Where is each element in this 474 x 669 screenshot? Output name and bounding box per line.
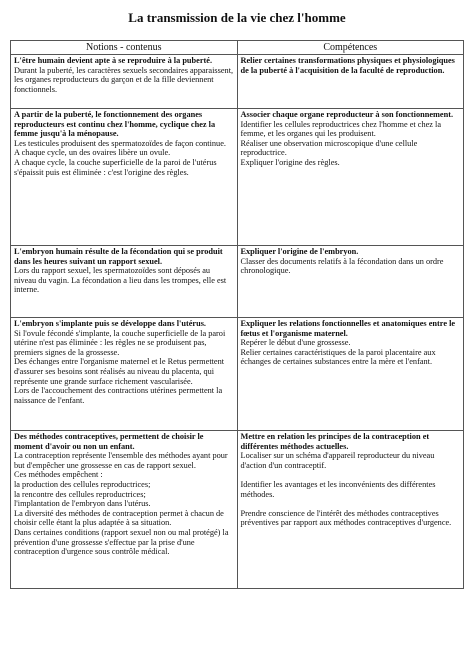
notion-text: A chaque cycle, un des ovaires libère un ovule. xyxy=(14,148,171,158)
competence-heading: Associer chaque organe reproducteur à son fonctionnement. xyxy=(240,110,454,119)
notion-cell xyxy=(11,55,238,109)
competence-text: Expliquer l'origine des règles. xyxy=(240,157,340,167)
competence-heading: Mettre en relation les principes de la contraception et différentes méthodes actuelles. xyxy=(240,432,430,451)
competence-text: Localiser sur un schéma d'appareil reproducteur du niveau d'action d'un contraceptif. xyxy=(240,451,435,470)
notion-text: Lors du rapport sexuel, les spermatozoïdes sont déposés au niveau du vagin. La fécondation a lieu dans les trompes, elle est interne. xyxy=(14,266,227,295)
notion-cell xyxy=(11,109,238,246)
header-competences: Compétences xyxy=(237,41,464,55)
competence-cell xyxy=(237,55,464,109)
competence-text: Prendre conscience de l'intérêt des méthodes contraceptives préventives par rapport aux méthodes contraceptives d'urgence. xyxy=(240,508,452,528)
notion-text: Des échanges entre l'organisme maternel et le Retus permettent d'assurer ses besoins sont réalisés au niveau du placenta, qui représente une grande surface richement vascularisée. xyxy=(14,357,225,386)
competence-text: Classer des documents relatifs à la fécondation dans un ordre chronologique. xyxy=(240,256,444,276)
notion-cell xyxy=(11,246,238,318)
table-row xyxy=(11,109,464,246)
competence-text: Identifier les avantages et les inconvénients des différentes méthodes. xyxy=(240,479,436,499)
notion-text: Les testicules produisent des spermatozoïdes de façon continue. xyxy=(14,138,226,148)
notion-text: l'implantation de l'embryon dans l'utérus. xyxy=(14,499,151,509)
notion-text: Ces méthodes empêchent : xyxy=(14,470,103,480)
table-row xyxy=(11,431,464,589)
competence-heading: Relier certaines transformations physiques et physiologiques de la puberté à l'acquisition de la faculté de reproduction. xyxy=(240,56,455,75)
notion-text: La diversité des méthodes de contraception permet à chacun de choisir celle étant la plus adaptée à sa situation. xyxy=(14,508,224,528)
competence-text: Repérer le début d'une grossesse. xyxy=(240,338,351,348)
notion-text: Durant la puberté, les caractères sexuels secondaires apparaissent, les organes reproducteurs du garçon et de la fille deviennent fonctionnels. xyxy=(14,65,234,94)
table-header-row xyxy=(11,41,464,55)
header-notions: Notions - contenus xyxy=(11,41,238,55)
notion-text: La contraception représente l'ensemble des méthodes ayant pour but d'empêcher une grossesse en cas de rapport sexuel. xyxy=(14,451,228,470)
notion-cell xyxy=(11,431,238,589)
notion-cell xyxy=(11,318,238,431)
notion-text: la production des cellules reproductrices; xyxy=(14,479,151,489)
competence-cell xyxy=(237,318,464,431)
competence-cell xyxy=(237,431,464,589)
notion-text: Lors de l'accouchement des contractions utérines permettent la naissance de l'enfant. xyxy=(14,386,223,405)
competence-cell xyxy=(237,246,464,318)
spacer xyxy=(241,470,461,480)
competence-text: Identifier les cellules reproductrices chez l'homme et chez la femme, et les organes qui les produisent. xyxy=(240,119,442,139)
curriculum-table xyxy=(10,40,464,589)
competence-heading: Expliquer les relations fonctionnelles et anatomiques entre le fœtus et l'organisme maternel. xyxy=(240,319,456,338)
table-row xyxy=(11,246,464,318)
competence-cell xyxy=(237,109,464,246)
competence-heading: Expliquer l'origine de l'embryon. xyxy=(240,247,359,256)
table-row xyxy=(11,318,464,431)
competence-text: Réaliser une observation microscopique d'une cellule reproductrice. xyxy=(240,138,418,158)
page-title: La transmission de la vie chez l'homme xyxy=(128,10,346,25)
spacer xyxy=(241,499,461,509)
notion-text: Si l'ovule fécondé s'implante, la couche superficielle de la paroi utérine n'est pas éliminée : les règles ne se produisent pas, premiers signes de la grossesse. xyxy=(14,328,226,357)
notion-heading: A partir de la puberté, le fonctionnement des organes reproducteurs est continu chez l'homme, cyclique chez la femme jusqu'à la ménopause. xyxy=(14,110,216,139)
notion-heading: L'embryon s'implante puis se développe dans l'utérus. xyxy=(14,319,207,328)
notion-text: la rencontre des cellules reproductrices; xyxy=(14,489,146,499)
notion-text: Dans certaines conditions (rapport sexuel non ou mal protégé) la prévention d'une grossesse s'effectue par la prise d'une contraception d'urgence sous contrôle médical. xyxy=(14,527,229,557)
notion-text: A chaque cycle, la couche superficielle de la paroi de l'utérus s'épaissit puis est éliminée : c'est l'origine des règles. xyxy=(14,157,217,177)
notion-heading: L'être humain devient apte à se reproduire à la puberté. xyxy=(14,56,213,65)
competence-text: Relier certaines caractéristiques de la paroi placentaire aux échanges de certaines substances entre la mère et l'enfant. xyxy=(240,347,436,367)
notion-heading: Des méthodes contraceptives, permettent de choisir le moment d'avoir ou non un enfant. xyxy=(14,432,204,451)
notion-heading: L'embryon humain résulte de la fécondation qui se produit dans les heures suivant un rapport sexuel. xyxy=(14,247,223,266)
table-row xyxy=(11,55,464,109)
